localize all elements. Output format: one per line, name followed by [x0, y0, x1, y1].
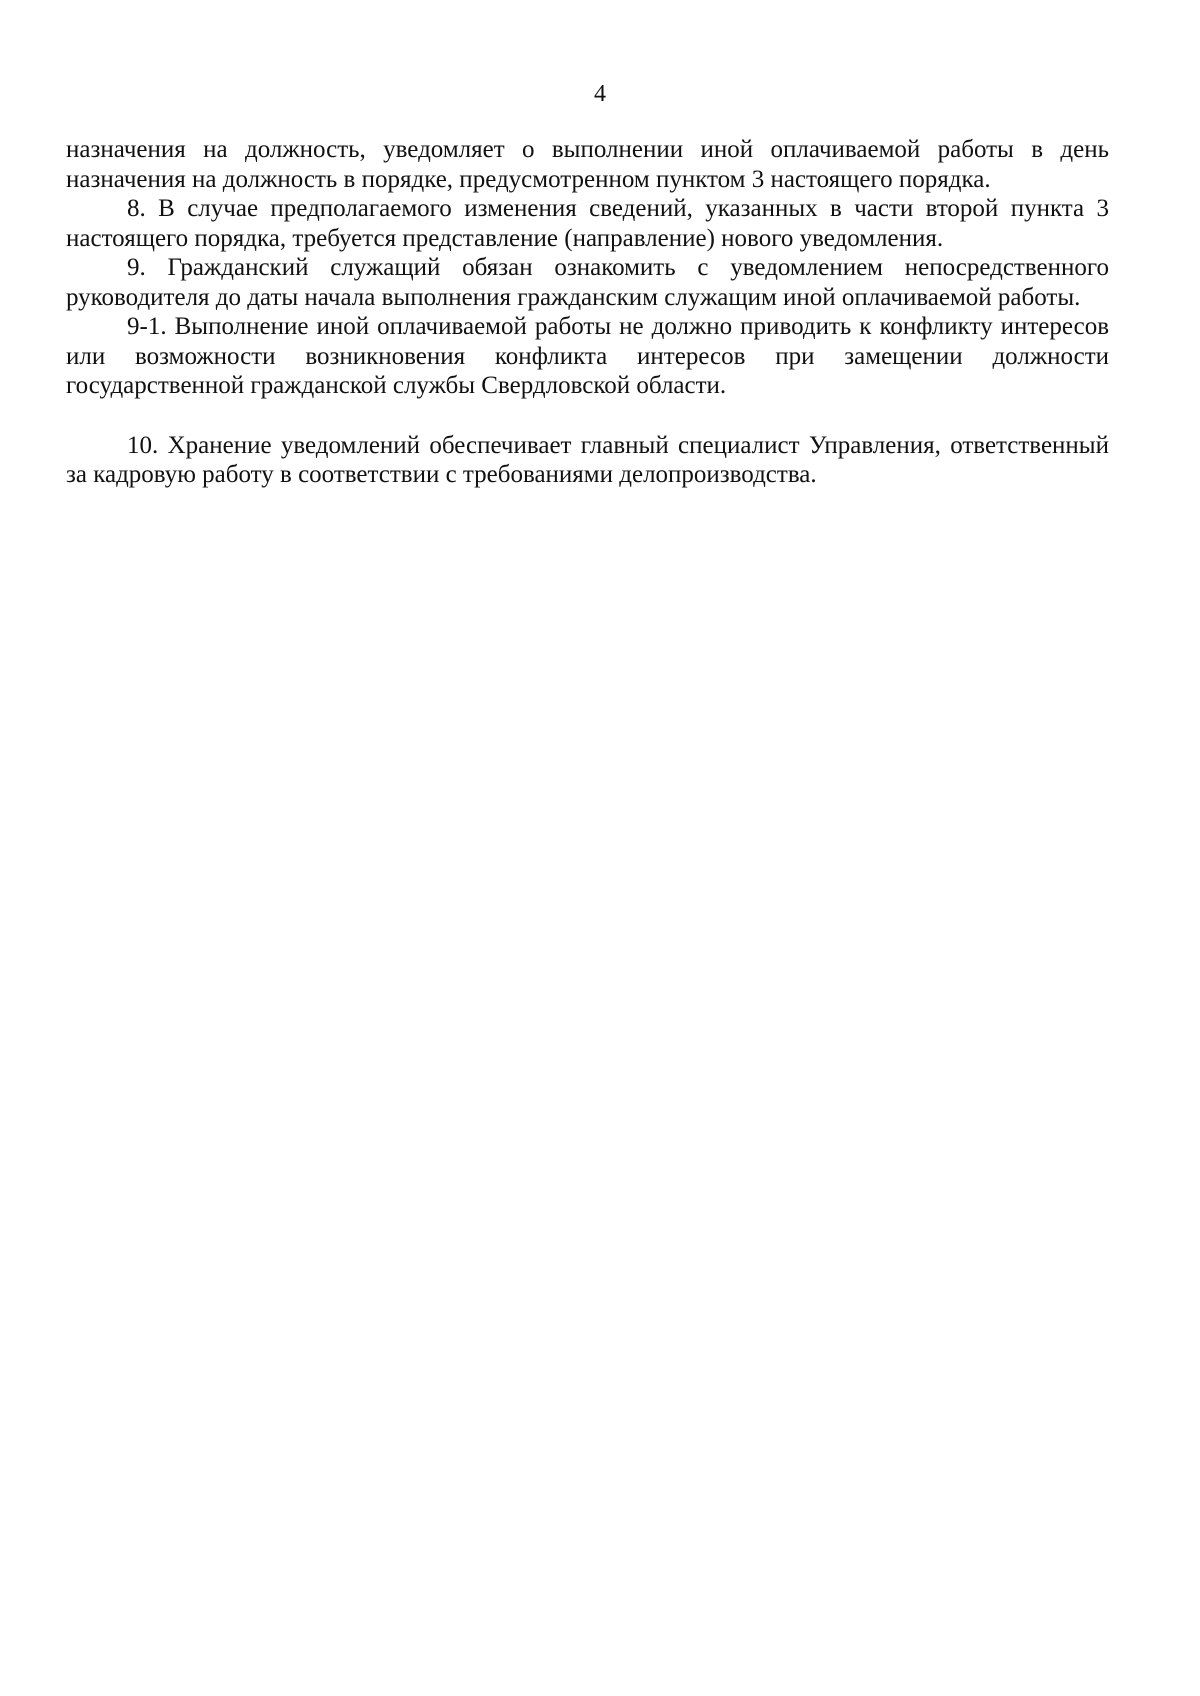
paragraph-9-1: 9-1. Выполнение иной оплачиваемой работы не должно приводить к конфликту интересов или возможности возникновения конфликта интересов при замещении должности государственной гражданской службы Свердловской области.	[66, 313, 1109, 399]
paragraph-8: 8. В случае предполагаемого изменения сведений, указанных в части второй пункта 3 настоящего порядка, требуется представление (направление) нового уведомления.	[66, 195, 1109, 252]
paragraph-9: 9. Гражданский служащий обязан ознакомить с уведомлением непосредственного руководителя до даты начала выполнения гражданским служащим иной оплачиваемой работы.	[66, 254, 1109, 311]
page-number: 4	[594, 81, 606, 107]
paragraph-10: 10. Хранение уведомлений обеспечивает главный специалист Управления, ответственный за кадровую работу в соответствии с требованиями делопроизводства.	[66, 431, 1109, 488]
document-body	[66, 135, 1109, 490]
paragraph-continuation: назначения на должность, уведомляет о выполнении иной оплачиваемой работы в день назначения на должность в порядке, предусмотренном пунктом 3 настоящего порядка.	[66, 136, 1109, 193]
